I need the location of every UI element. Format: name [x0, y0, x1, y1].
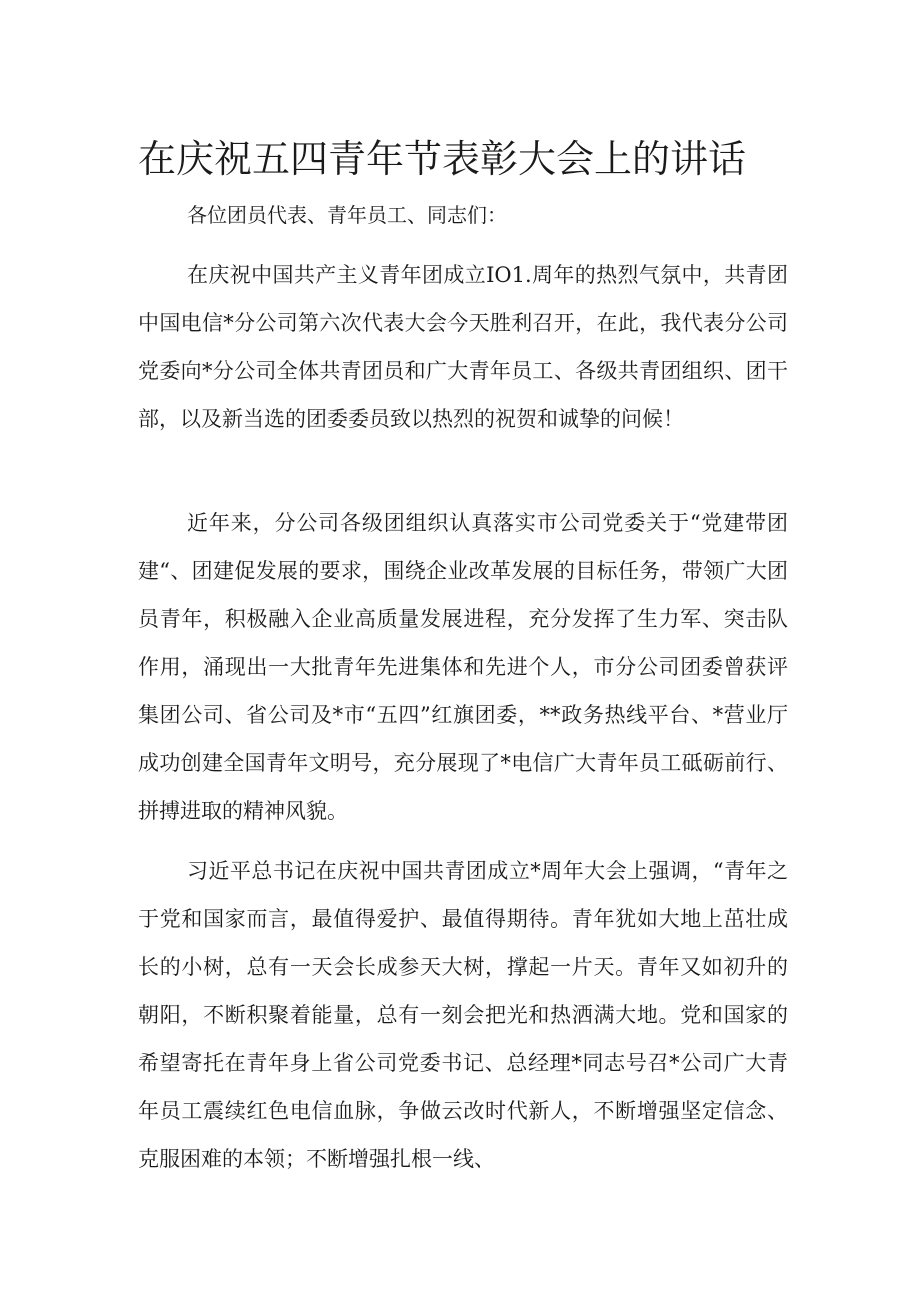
paragraph-1: 在庆祝中国共产主义青年团成立IO1.周年的热烈气氛中，共青团中国电信*分公司第六次代表大会今天胜利召开，在此，我代表分公司党委向*分公司全体共青团员和广大青年员工、各级共青团组织、团干部，以及新当选的团委委员致以热烈的祝贺和诚挚的问候！ — [138, 263, 788, 431]
document-title: 在庆祝五四青年节表彰大会上的讲话 — [138, 137, 747, 181]
paragraph-3: 习近平总书记在庆祝中国共青团成立*周年大会上强调，“青年之于党和国家而言，最值得爱护、最值得期待。青年犹如大地上茁壮成长的小树，总有一天会长成参天大树，撑起一片天。青年又如初升的朝阳，不断积聚着能量，总有一刻会把光和热洒满大地。党和国家的希望寄托在青年身上省公司党委书记、总经理*同志号召*公司广大青年员工震续红色电信血脉，争做云改时代新人，不断增强坚定信念、克服困难的本领；不断增强扎根一线、 — [138, 859, 788, 1171]
salutation: 各位团员代表、青年员工、同志们： — [187, 203, 507, 227]
paragraph-2: 近年来，分公司各级团组织认真落实市公司党委关于“党建带团建“、团建促发展的要求，围绕企业改革发展的目标任务，带领广大团员青年，积极融入企业高质量发展进程，充分发挥了生力军、突击队作用，涌现出一大批青年先进集体和先进个人，市分公司团委曾获评集团公司、省公司及*市“五四”红旗团委，**政务热线平台、*营业厅成功创建全国青年文明号，充分展现了*电信广大青年员工砥砺前行、拼搏进取的精神风貌。 — [138, 511, 788, 823]
